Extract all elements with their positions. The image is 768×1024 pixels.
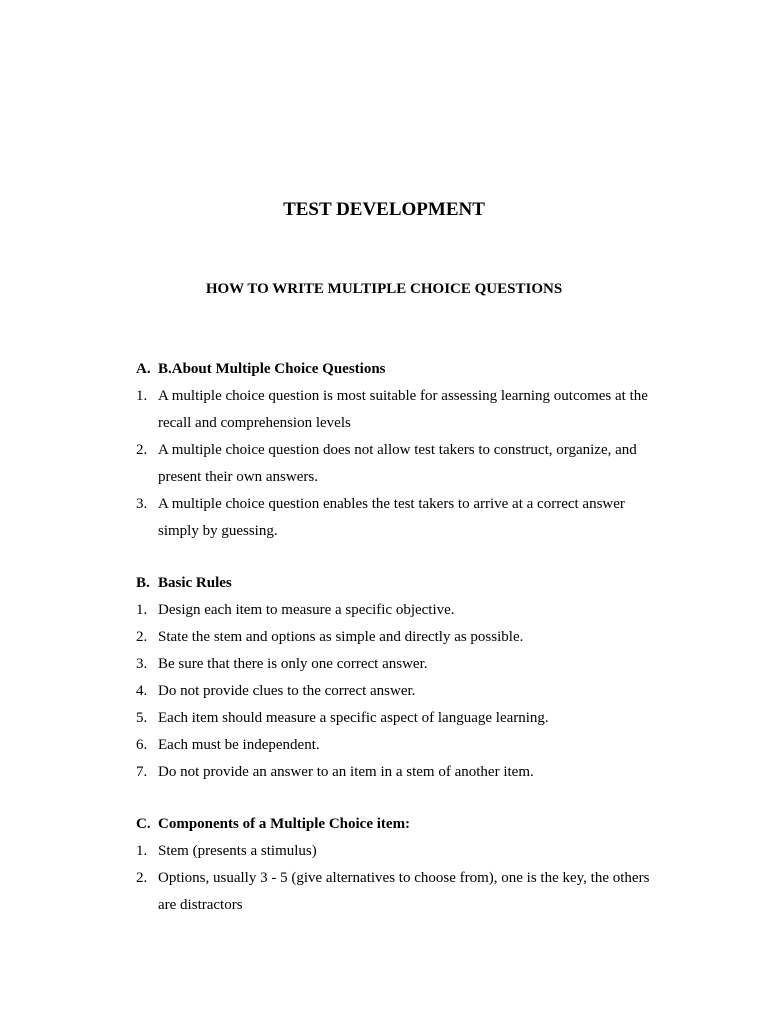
item-number: 1. — [136, 388, 148, 404]
document-subtitle: HOW TO WRITE MULTIPLE CHOICE QUESTIONS — [205, 281, 563, 297]
item-number: 2. — [136, 870, 148, 886]
item-text: A multiple choice question is most suitable for assessing learning outcomes at the recall and comprehension levels — [158, 388, 648, 431]
section-basic-rules — [136, 570, 666, 786]
section-heading — [136, 570, 666, 597]
section-components — [136, 811, 666, 919]
item-text: Design each item to measure a specific objective. — [158, 602, 455, 618]
item-number: 4. — [136, 683, 148, 699]
item-text: Stem (presents a stimulus) — [158, 843, 317, 859]
item-number: 2. — [136, 442, 148, 458]
item-number: 3. — [136, 496, 148, 512]
item-number: 7. — [136, 764, 148, 780]
list-item — [136, 732, 666, 759]
item-number: 5. — [136, 710, 148, 726]
item-text: Do not provide an answer to an item in a stem of another item. — [158, 764, 534, 780]
section-heading — [136, 356, 666, 383]
section-letter: C. — [136, 816, 151, 832]
item-text: A multiple choice question does not allow test takers to construct, organize, and present their own answers. — [158, 442, 637, 485]
section-letter: B. — [136, 575, 150, 591]
list-item — [136, 838, 666, 865]
list-item — [136, 678, 666, 705]
list-item — [136, 437, 666, 491]
item-text: Options, usually 3 - 5 (give alternatives to choose from), one is the key, the others are distractors — [158, 870, 650, 913]
item-number: 3. — [136, 656, 148, 672]
item-text: Be sure that there is only one correct answer. — [158, 656, 428, 672]
list-item — [136, 624, 666, 651]
list-item — [136, 705, 666, 732]
list-item — [136, 597, 666, 624]
item-text: State the stem and options as simple and directly as possible. — [158, 629, 524, 645]
section-list — [136, 838, 666, 919]
item-number: 1. — [136, 602, 148, 618]
list-item — [136, 651, 666, 678]
list-item — [136, 865, 666, 919]
document-title: TEST DEVELOPMENT — [283, 199, 485, 220]
item-text: Each must be independent. — [158, 737, 320, 753]
section-heading — [136, 811, 666, 838]
item-text: Each item should measure a specific aspect of language learning. — [158, 710, 549, 726]
item-number: 1. — [136, 843, 148, 859]
section-heading-text: B.About Multiple Choice Questions — [158, 361, 386, 377]
item-text: A multiple choice question enables the test takers to arrive at a correct answer simply by guessing. — [158, 496, 625, 539]
section-list — [136, 597, 666, 786]
section-heading-text: Basic Rules — [158, 575, 232, 591]
section-list — [136, 383, 666, 545]
item-number: 2. — [136, 629, 148, 645]
section-letter: A. — [136, 361, 151, 377]
list-item — [136, 491, 666, 545]
list-item — [136, 759, 666, 786]
item-number: 6. — [136, 737, 148, 753]
item-text: Do not provide clues to the correct answer. — [158, 683, 416, 699]
section-heading-text: Components of a Multiple Choice item: — [158, 816, 411, 832]
list-item — [136, 383, 666, 437]
section-about-mcq — [136, 356, 666, 545]
